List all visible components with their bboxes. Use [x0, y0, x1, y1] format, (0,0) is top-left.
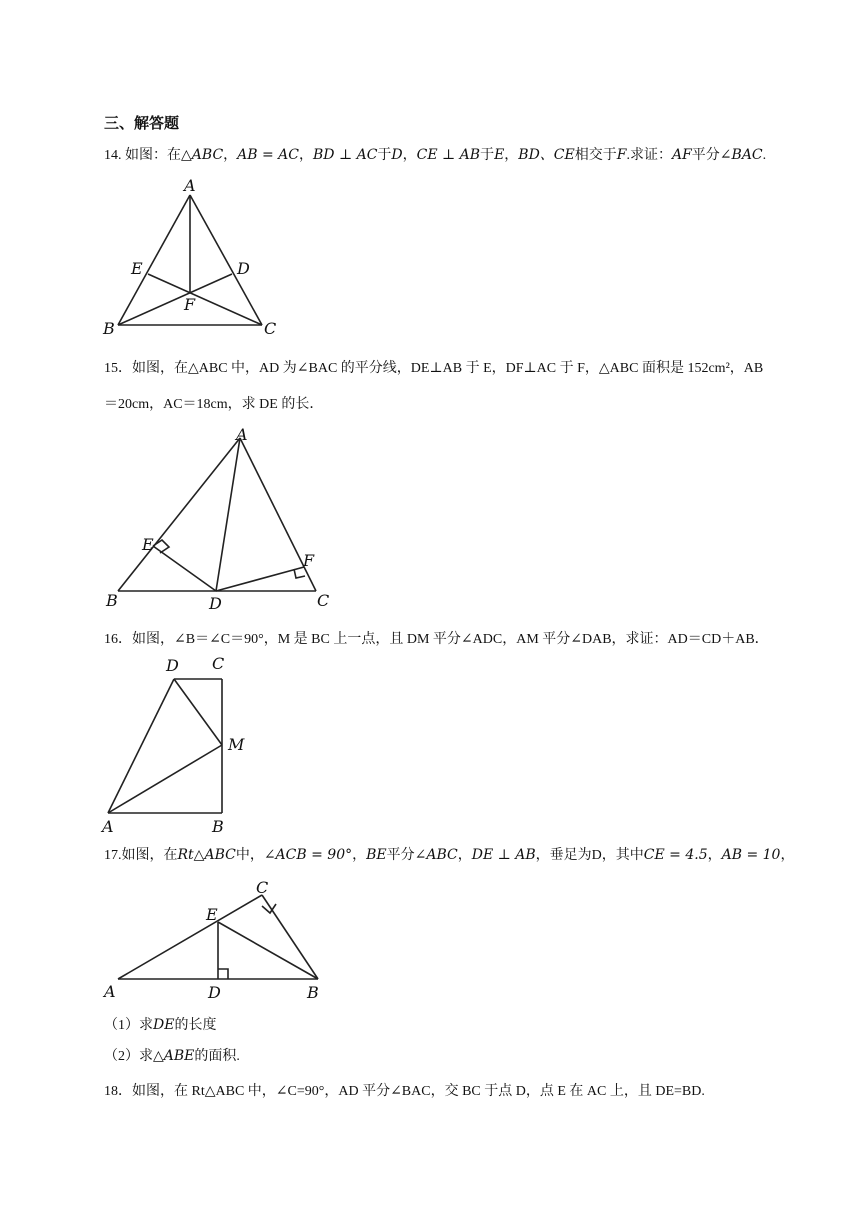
q14-math: AF	[671, 147, 692, 163]
q18-line-1: 18．如图，在 Rt△ABC 中，∠C=90°，AD 平分∠BAC，交 BC 于点 D，点 E 在 AC 上，且 DE=BD.	[104, 1084, 705, 1099]
q14-math: CE ⊥ AB	[416, 147, 481, 163]
q17-sub-text: （1）求	[104, 1018, 153, 1033]
q17-segment-eb	[218, 922, 318, 979]
q14-text-part: 平分∠	[691, 148, 732, 163]
q17-sub-text: （2）求△	[104, 1049, 164, 1064]
q14-math: BD ⊥ AC	[313, 147, 378, 163]
q17-text-part: ，	[457, 848, 472, 863]
q17-sub-math: ABE	[163, 1048, 195, 1064]
q14-math: BD、CE	[518, 147, 575, 163]
q14-text-part: 14. 如图：在△	[104, 148, 192, 163]
section-title: 三、解答题	[104, 114, 180, 132]
q16-label-a: A	[102, 817, 114, 836]
q14-text-part: 于	[480, 148, 495, 163]
q15-label-c: C	[317, 591, 330, 610]
q16-line-1: 16．如图，∠B＝∠C＝90°，M 是 BC 上一点，且 DM 平分∠ADC，AM 平分∠DAB，求证：AD＝CD＋AB．	[104, 632, 769, 647]
q17-math: AB = 10	[721, 847, 781, 863]
q15-line-1: 15．如图，在△ABC 中，AD 为∠BAC 的平分线，DE⊥AB 于 E，DF⊥AC 于 F，△ABC 面积是 152cm²，AB	[104, 361, 764, 376]
q17-label-c: C	[256, 878, 269, 897]
q17-text-part: ，	[352, 848, 367, 863]
q17-sub-text: 的长度	[174, 1018, 217, 1033]
q14-label-c: C	[264, 319, 277, 338]
q15-line-2: ＝20cm，AC＝18cm，求 DE 的长．	[104, 397, 324, 412]
q17-sub-math: DE	[153, 1017, 175, 1033]
q17-text-part: ，	[707, 848, 722, 863]
q14-text-part: .	[762, 148, 767, 163]
q17-right-angle-d	[218, 969, 228, 979]
q14-text-part: 于	[377, 148, 392, 163]
q15-label-d: D	[209, 594, 222, 613]
q14-text-part: ，	[402, 148, 417, 163]
q16-label-c: C	[212, 654, 225, 673]
q17-sub-2	[104, 1047, 240, 1066]
q17-text-part: ，垂足为D，其中	[535, 848, 644, 863]
q17-text-part: 平分	[386, 848, 415, 863]
q15-label-b: B	[106, 591, 118, 610]
q14-math: AB = AC	[237, 147, 300, 163]
q14-math: F	[616, 147, 627, 163]
q17-label-b: B	[307, 983, 319, 1002]
q17-label-a: A	[104, 982, 116, 1001]
q14-label-a: A	[184, 176, 196, 195]
q14-text-part: .求证：	[626, 148, 672, 163]
q14-label-f: F	[184, 295, 196, 314]
q15-label-a: A	[236, 425, 248, 444]
q17-text-part: 中，	[235, 848, 264, 863]
q14-text-part: ，	[223, 148, 238, 163]
q17-segment-ac	[118, 895, 262, 979]
q17-sub-1	[104, 1016, 216, 1035]
q17-math: DE ⊥ AB	[471, 847, 536, 863]
q17-text-part: 17.如图，在	[104, 848, 178, 863]
q17-math: CE = 4.5	[643, 847, 708, 863]
q14-text-part: ，	[504, 148, 519, 163]
q17-math: ABC	[204, 847, 236, 863]
q17-text-part: △	[193, 848, 205, 863]
q14-label-e: E	[131, 259, 143, 278]
q15-label-e: E	[142, 535, 154, 554]
q17-text-part: ，	[780, 848, 795, 863]
q14-math: BAC	[731, 147, 763, 163]
q17-math: Rt	[177, 847, 194, 863]
q17-label-d: D	[208, 983, 221, 1002]
q14-math: E	[494, 147, 505, 163]
q15-label-f: F	[303, 551, 315, 570]
q17-math: ∠ACB = 90°	[263, 847, 353, 863]
q17-sub-text: 的面积.	[194, 1049, 240, 1064]
q17-math: BE	[366, 847, 387, 863]
q14-math: ABC	[191, 147, 224, 163]
q14-label-b: B	[103, 319, 115, 338]
q16-label-d: D	[166, 656, 179, 675]
q14-label-d: D	[237, 259, 250, 278]
q17-label-e: E	[206, 905, 218, 924]
q14-math: D	[391, 147, 403, 163]
q17-segment-cb	[262, 895, 318, 979]
q16-label-b: B	[212, 817, 224, 836]
q14-text-part: ，	[299, 148, 314, 163]
q14-text-part: 相交于	[574, 148, 617, 163]
q17-math: ∠ABC	[414, 847, 458, 863]
q16-label-m: M	[228, 735, 245, 754]
